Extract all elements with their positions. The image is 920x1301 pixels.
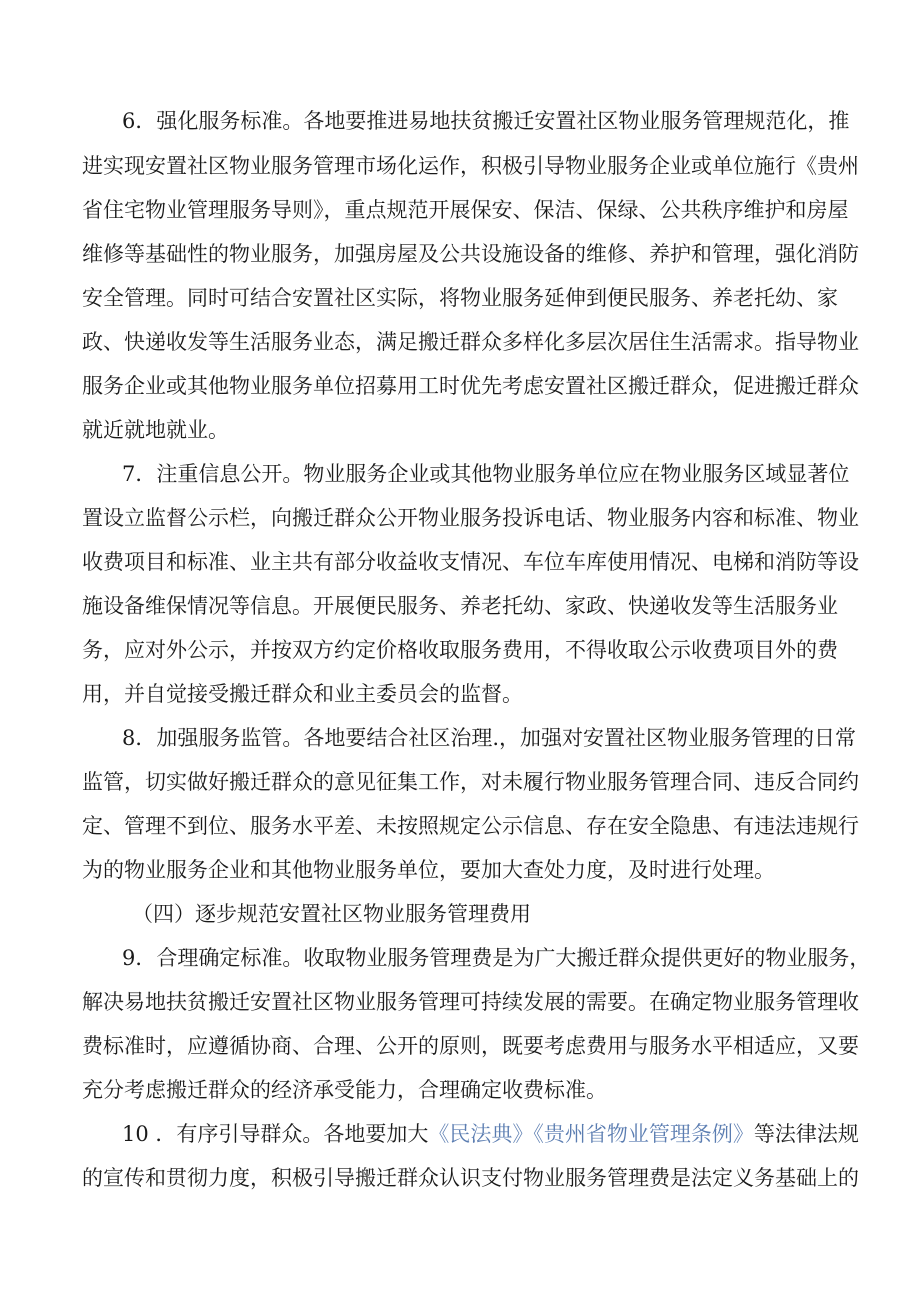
paragraph-7-line-2: 置设立监督公示栏，向搬迁群众公开物业服务投诉电话、物业服务内容和标准、物业 <box>82 506 859 530</box>
paragraph-6-line-8: 就近就地就业。 <box>82 418 229 442</box>
paragraph-8-line-4: 为的物业服务企业和其他物业服务单位，要加大查处力度，及时进行处理。 <box>82 858 775 882</box>
paragraph-6-line-6: 政、快递收发等生活服务业态，满足搬迁群众多样化多层次居住生活需求。指导物业 <box>82 330 859 354</box>
paragraph-10-text-start: 10 ．有序引导群众。各地要加大 <box>122 1122 429 1146</box>
guizhou-property-regulation-link[interactable]: 《贵州省物业管理条例》 <box>533 1122 754 1146</box>
paragraph-9-line-3: 费标准时，应遵循协商、合理、公开的原则，既要考虑费用与服务水平相适应，又要 <box>82 1034 859 1058</box>
paragraph-6-line-3: 省住宅物业管理服务导则》，重点规范开展保安、保洁、保绿、公共秩序维护和房屋 <box>82 198 849 222</box>
paragraph-7-line-5: 务，应对外公示，并按双方约定价格收取服务费用，不得收取公示收费项目外的费 <box>82 638 838 662</box>
paragraph-7-line-4: 施设备维保情况等信息。开展便民服务、养老托幼、家政、快递收发等生活服务业 <box>82 594 838 618</box>
paragraph-8-line-2: 监管，切实做好搬迁群众的意见征集工作，对未履行物业服务管理合同、违反合同约 <box>82 770 859 794</box>
civil-code-link[interactable]: 《民法典》 <box>428 1122 534 1146</box>
paragraph-10-line-1 <box>122 1121 859 1147</box>
paragraph-7-line-6: 用，并自觉接受搬迁群众和业主委员会的监督。 <box>82 682 523 706</box>
paragraph-10-line-2: 的宣传和贯彻力度，积极引导搬迁群众认识支付物业服务管理费是法定义务基础上的 <box>82 1166 859 1190</box>
paragraph-9-line-1: 9．合理确定标准。收取物业服务管理费是为广大搬迁群众提供更好的物业服务， <box>122 946 871 970</box>
paragraph-6-line-5: 安全管理。同时可结合安置社区实际，将物业服务延伸到便民服务、养老托幼、家 <box>82 286 838 310</box>
paragraph-6-line-4: 维修等基础性的物业服务，加强房屋及公共设施设备的维修、养护和管理，强化消防 <box>82 242 859 266</box>
paragraph-8-line-1: 8．加强服务监管。各地要结合社区治理.，加强对安置社区物业服务管理的日常 <box>122 726 857 750</box>
paragraph-7-line-1: 7．注重信息公开。物业服务企业或其他物业服务单位应在物业服务区域显著位 <box>122 462 850 486</box>
paragraph-10-text-end: 等法律法规 <box>753 1122 859 1146</box>
paragraph-6-line-7: 服务企业或其他物业服务单位招募用工时优先考虑安置社区搬迁群众，促进搬迁群众 <box>82 374 859 398</box>
section-heading-4: （四）逐步规范安置社区物业服务管理费用 <box>132 902 531 926</box>
paragraph-7-line-3: 收费项目和标准、业主共有部分收益收支情况、车位车库使用情况、电梯和消防等设 <box>82 550 859 574</box>
paragraph-6-line-1: 6．强化服务标准。各地要推进易地扶贫搬迁安置社区物业服务管理规范化，推 <box>122 109 850 133</box>
paragraph-9-line-4: 充分考虑搬迁群众的经济承受能力，合理确定收费标准。 <box>82 1078 607 1102</box>
paragraph-6-line-2: 进实现安置社区物业服务管理市场化运作，积极引导物业服务企业或单位施行《贵州 <box>82 154 859 178</box>
paragraph-9-line-2: 解决易地扶贫搬迁安置社区物业服务管理可持续发展的需要。在确定物业服务管理收 <box>82 990 859 1014</box>
paragraph-8-line-3: 定、管理不到位、服务水平差、未按照规定公示信息、存在安全隐患、有违法违规行 <box>82 814 859 838</box>
